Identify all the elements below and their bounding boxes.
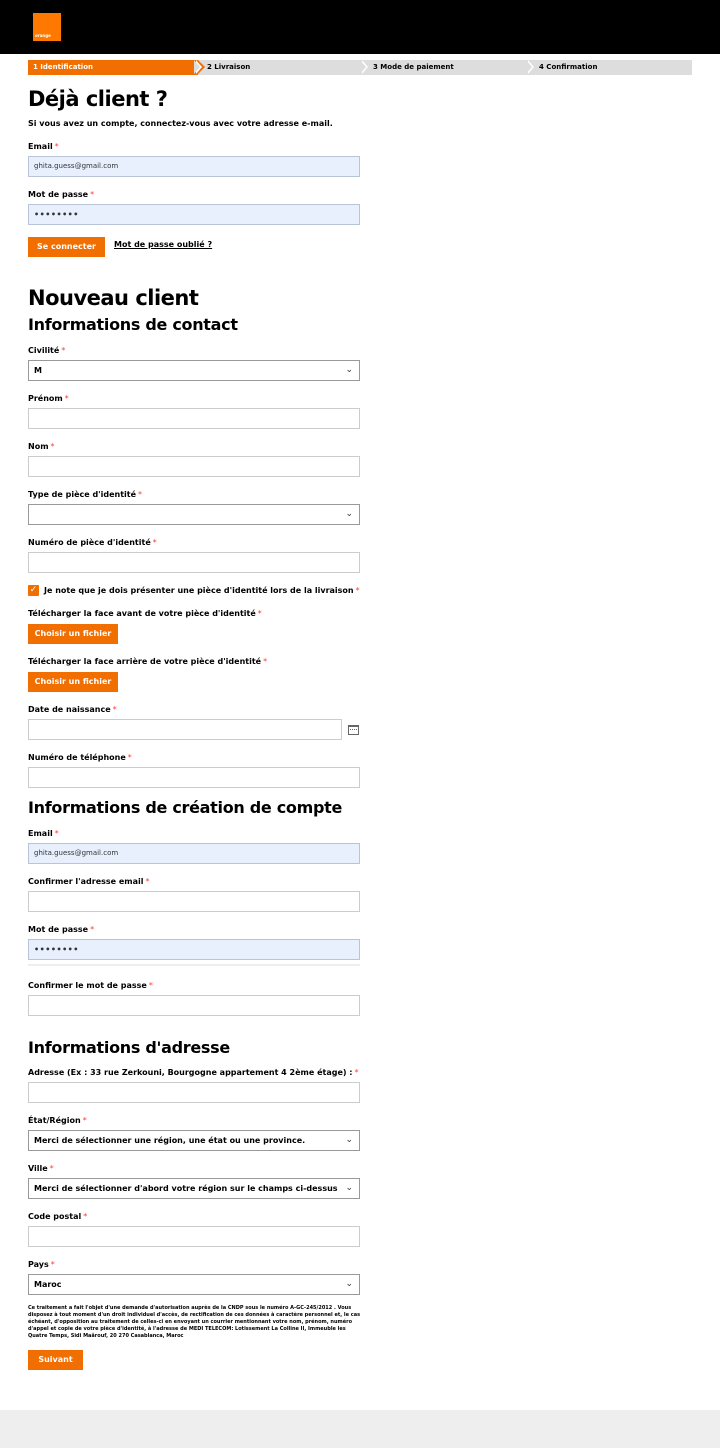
account-email-input[interactable]: ghita.guess@gmail.com [28,843,360,864]
chevron-down-icon: ⌄ [345,509,353,519]
legal-notice: Ce traitement a fait l'objet d'une demande d'autorisation auprès de la CNDP sous le numéro A-GC-245/2012 . Vous disposez à tout moment d'un droit individuel d'accès, de rectification de ces données à caractère personnel et, le cas échéant, d'opposition au traitement de celles-ci en envoyant un courrier mentionnant votre nom, prénom, numéro d'appel et copie de votre pièce d'identité, à l'adresse de MEDI TELECOM: Lotissement La Colline II, Immeuble les Quatre Temps, Sidi Maârouf, 20 270 Casablanca, Maroc [28,1305,361,1339]
region-select[interactable]: Merci de sélectionner une région, une état ou une province. ⌄ [28,1130,360,1151]
city-select[interactable]: Merci de sélectionner d'abord votre région sur le champs ci-dessus ⌄ [28,1178,360,1199]
password-strength-bar [28,964,360,966]
upload-front-label: Télécharger la face avant de votre pièce d'identité * [28,609,262,618]
confirm-password-label: Confirmer le mot de passe * [28,981,153,990]
account-password-input[interactable]: •••••••• [28,939,360,960]
chevron-down-icon: ⌄ [345,1135,353,1145]
birthdate-label: Date de naissance * [28,705,117,714]
account-section-title: Informations de création de compte [28,798,343,817]
civilite-select[interactable]: M ⌄ [28,360,360,381]
id-number-label: Numéro de pièce d'identité * [28,538,157,547]
upload-back-label: Télécharger la face arrière de votre pièce d'identité * [28,657,268,666]
confirm-email-input[interactable] [28,891,360,912]
country-select[interactable]: Maroc ⌄ [28,1274,360,1295]
nom-input[interactable] [28,456,360,477]
phone-label: Numéro de téléphone * [28,753,132,762]
address-input[interactable] [28,1082,360,1103]
contact-section-title: Informations de contact [28,315,238,334]
login-button[interactable]: Se connecter [28,237,105,257]
chevron-down-icon: ⌄ [345,1279,353,1289]
login-password-input[interactable]: •••••••• [28,204,360,225]
step-livraison: 2 Livraison [202,60,392,75]
step-paiement: 3 Mode de paiement [368,60,528,75]
page-footer [0,1410,720,1448]
top-header [0,0,720,54]
region-label: État/Région * [28,1116,87,1125]
id-type-select[interactable] [28,504,360,525]
city-label: Ville * [28,1164,54,1173]
country-label: Pays * [28,1260,55,1269]
civilite-label: Civilité * [28,346,66,355]
birthdate-input[interactable] [28,719,342,740]
forgot-password-link[interactable]: Mot de passe oublié ? [114,240,213,249]
orange-logo[interactable] [33,13,61,41]
login-title: Déjà client ? [28,87,168,111]
phone-input[interactable] [28,767,360,788]
prenom-label: Prénom * [28,394,69,403]
new-client-title: Nouveau client [28,286,199,310]
login-email-input[interactable]: ghita.guess@gmail.com [28,156,360,177]
postal-code-input[interactable] [28,1226,360,1247]
id-presentation-label: Je note que je dois présenter une pièce d'identité lors de la livraison * [44,586,360,595]
prenom-input[interactable] [28,408,360,429]
login-intro: Si vous avez un compte, connectez-vous avec votre adresse e-mail. [28,119,333,128]
next-button[interactable]: Suivant [28,1350,83,1370]
logo-text: orange [35,33,51,38]
step-identification: 1 Identification [28,60,198,75]
upload-back-button[interactable]: Choisir un fichier [28,672,118,692]
account-password-label: Mot de passe * [28,925,95,934]
chevron-down-icon: ⌄ [345,365,353,375]
nom-label: Nom * [28,442,55,451]
chevron-down-icon: ⌄ [345,1183,353,1193]
address-section-title: Informations d'adresse [28,1038,230,1057]
id-type-label: Type de pièce d'identité * [28,490,143,499]
id-presentation-checkbox[interactable]: ✓ [29,585,38,595]
calendar-icon[interactable] [348,725,359,735]
step-confirmation: 4 Confirmation [534,60,692,75]
upload-front-button[interactable]: Choisir un fichier [28,624,118,644]
address-label: Adresse (Ex : 33 rue Zerkouni, Bourgogne appartement 4 2ème étage) : * [28,1068,359,1077]
login-password-label: Mot de passe * [28,190,95,199]
confirm-email-label: Confirmer l'adresse email * [28,877,150,886]
login-email-label: Email * [28,142,59,151]
confirm-password-input[interactable] [28,995,360,1016]
checkout-steps [28,60,692,75]
postal-code-label: Code postal * [28,1212,88,1221]
id-number-input[interactable] [28,552,360,573]
account-email-label: Email * [28,829,59,838]
